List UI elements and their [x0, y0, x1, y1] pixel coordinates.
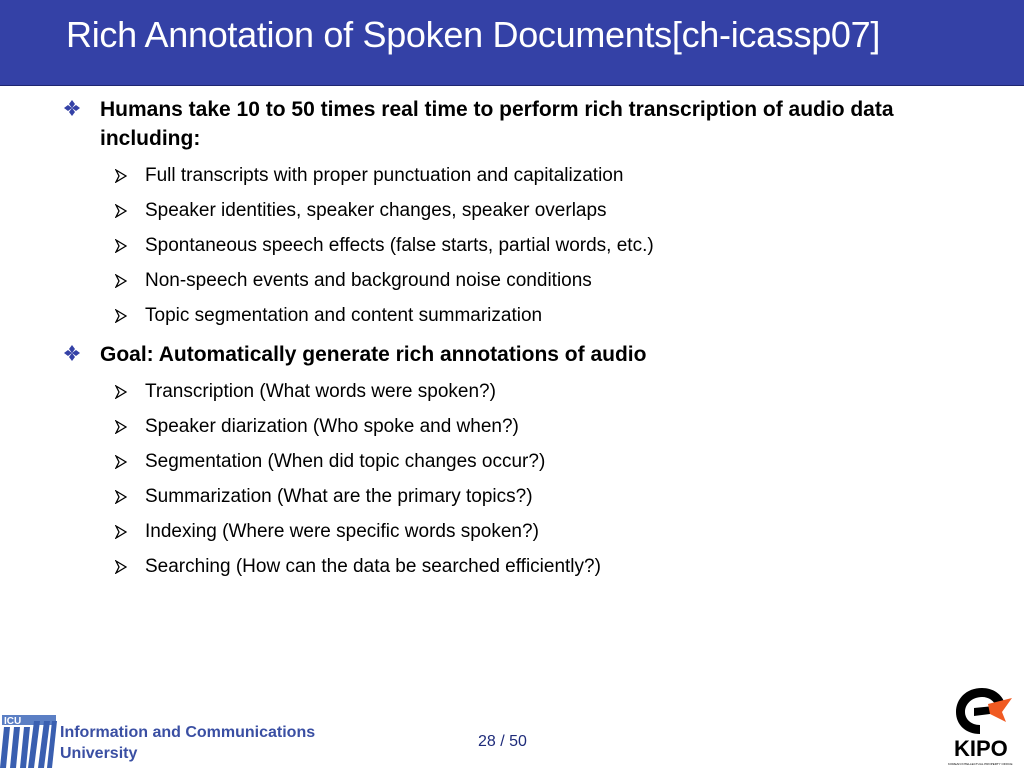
- arrowhead-icon: [115, 309, 127, 323]
- bullet-text: Transcription (What words were spoken?): [145, 381, 496, 402]
- bullet-text: Non-speech events and background noise conditions: [145, 270, 592, 291]
- bullet-level2: [145, 234, 985, 258]
- bullet-level2: [145, 450, 985, 474]
- arrowhead-icon: [115, 385, 127, 399]
- bullet-text: Humans take 10 to 50 times real time to perform rich transcription of audio data including:: [100, 98, 894, 150]
- svg-text:KOREAN INTELLECTUAL PROPERTY O: KOREAN INTELLECTUAL PROPERTY OFFICE: [948, 762, 1013, 766]
- bullet-text: Speaker identities, speaker changes, speaker overlaps: [145, 200, 607, 221]
- arrowhead-icon: [115, 455, 127, 469]
- icu-logo: [0, 711, 58, 768]
- svg-text:ICU: ICU: [4, 716, 22, 727]
- arrowhead-icon: [115, 525, 127, 539]
- bullet-text: Segmentation (When did topic changes occur?): [145, 451, 546, 472]
- bullet-level2: [145, 555, 985, 579]
- arrowhead-icon: [115, 490, 127, 504]
- diamond-cluster-icon: [63, 99, 81, 117]
- arrowhead-icon: [115, 204, 127, 218]
- bullet-level2: [145, 415, 985, 439]
- bullet-level2: [145, 164, 985, 188]
- bullet-text: Spontaneous speech effects (false starts, partial words, etc.): [145, 235, 654, 256]
- bullet-level2: [145, 269, 985, 293]
- bullet-text: Speaker diarization (Who spoke and when?): [145, 416, 519, 437]
- bullet-level2: [145, 199, 985, 223]
- bullet-level2: [145, 520, 985, 544]
- bullet-level2: [145, 380, 985, 404]
- bullet-text: Summarization (What are the primary topics?): [145, 486, 533, 507]
- bullet-text: Topic segmentation and content summarization: [145, 305, 543, 326]
- diamond-cluster-icon: [63, 344, 81, 362]
- bullet-level1: [100, 95, 960, 153]
- arrowhead-icon: [115, 169, 127, 183]
- institution-name: Information and Communications University: [60, 724, 316, 762]
- bullet-text: Indexing (Where were specific words spoken?): [145, 521, 539, 542]
- arrowhead-icon: [115, 560, 127, 574]
- page-number: 28 / 50: [478, 733, 527, 750]
- bullet-level2: [145, 485, 985, 509]
- title-bar: [0, 0, 1024, 86]
- arrowhead-icon: [115, 274, 127, 288]
- arrowhead-icon: [115, 239, 127, 253]
- bullet-level1: [100, 340, 960, 369]
- slide-content: [0, 95, 1024, 579]
- bullet-text: Full transcripts with proper punctuation and capitalization: [145, 165, 624, 186]
- arrowhead-icon: [115, 420, 127, 434]
- slide-title: Rich Annotation of Spoken Documents[ch-icassp07]: [66, 14, 881, 55]
- bullet-text: Searching (How can the data be searched efficiently?): [145, 556, 601, 577]
- bullet-level2: [145, 304, 985, 328]
- kipo-logo: [944, 682, 1024, 768]
- bullet-text: Goal: Automatically generate rich annotations of audio: [100, 343, 647, 366]
- svg-text:KIPO: KIPO: [954, 736, 1008, 761]
